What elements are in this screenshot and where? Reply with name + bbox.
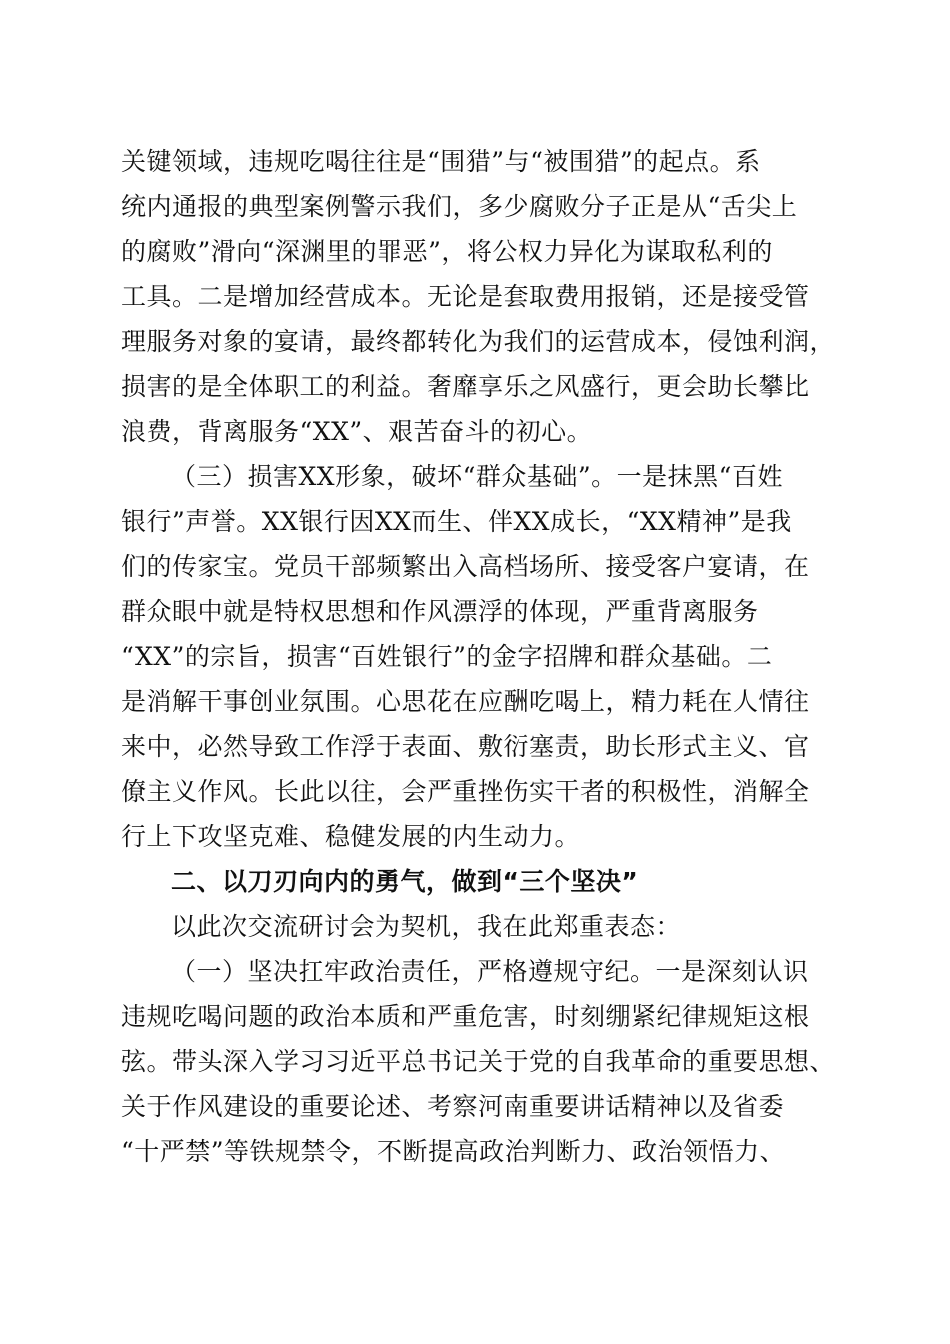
paragraph-line: 浪费，背离服务“XX”、艰苦奋斗的初心。: [121, 417, 593, 446]
paragraph-line: 工具。二是增加经营成本。无论是套取费用报销，还是接受管: [121, 282, 810, 311]
subsection-heading-line: （三）损害XX形象，破坏“群众基础”。一是抹黑“百姓: [171, 462, 783, 491]
paragraph-line: 群众眼中就是特权思想和作风漂浮的体现，严重背离服务: [121, 597, 759, 626]
paragraph-line: 弦。带头深入学习习近平总书记关于党的自我革命的重要思想、: [121, 1047, 836, 1076]
paragraph-line: “XX”的宗旨，损害“百姓银行”的金字招牌和群众基础。二: [121, 642, 773, 671]
paragraph-line: 来中，必然导致工作浮于表面、敷衍塞责，助长形式主义、官: [121, 732, 810, 761]
paragraph-line: 关于作风建设的重要论述、考察河南重要讲话精神以及省委: [121, 1092, 785, 1121]
paragraph-line: 关键领域，违规吃喝往往是“围猎”与“被围猎”的起点。系: [121, 147, 761, 176]
paragraph-line: 理服务对象的宴请，最终都转化为我们的运营成本，侵蚀利润，: [121, 327, 836, 356]
paragraph-line: 损害的是全体职工的利益。奢靡享乐之风盛行，更会助长攀比: [121, 372, 810, 401]
paragraph-line: 僚主义作风。长此以往，会严重挫伤实干者的积极性，消解全: [121, 777, 810, 806]
paragraph-line: 是消解干事创业氛围。心思花在应酬吃喝上，精力耗在人情往: [121, 687, 810, 716]
paragraph-line: 以此次交流研讨会为契机，我在此郑重表态：: [171, 912, 682, 941]
paragraph-line: 统内通报的典型案例警示我们，多少腐败分子正是从“舌尖上: [121, 192, 798, 221]
paragraph-line: 的腐败”滑向“深渊里的罪恶”，将公权力异化为谋取私利的: [121, 237, 773, 266]
paragraph-line: “十严禁”等铁规禁令，不断提高政治判断力、政治领悟力、: [121, 1137, 786, 1166]
paragraph-line: 银行”声誉。XX银行因XX而生、伴XX成长，“XX精神”是我: [121, 507, 792, 536]
paragraph-line: 行上下攻坚克难、稳健发展的内生动力。: [121, 822, 581, 851]
subsection-heading-line: （一）坚决扛牢政治责任，严格遵规守纪。一是深刻认识: [171, 957, 809, 986]
paragraph-line: 违规吃喝问题的政治本质和严重危害，时刻绷紧纪律规矩这根: [121, 1002, 810, 1031]
paragraph-line: 们的传家宝。党员干部频繁出入高档场所、接受客户宴请，在: [121, 552, 810, 581]
section-heading: 二、以刀刃向内的勇气，做到“三个坚决”: [171, 867, 639, 896]
